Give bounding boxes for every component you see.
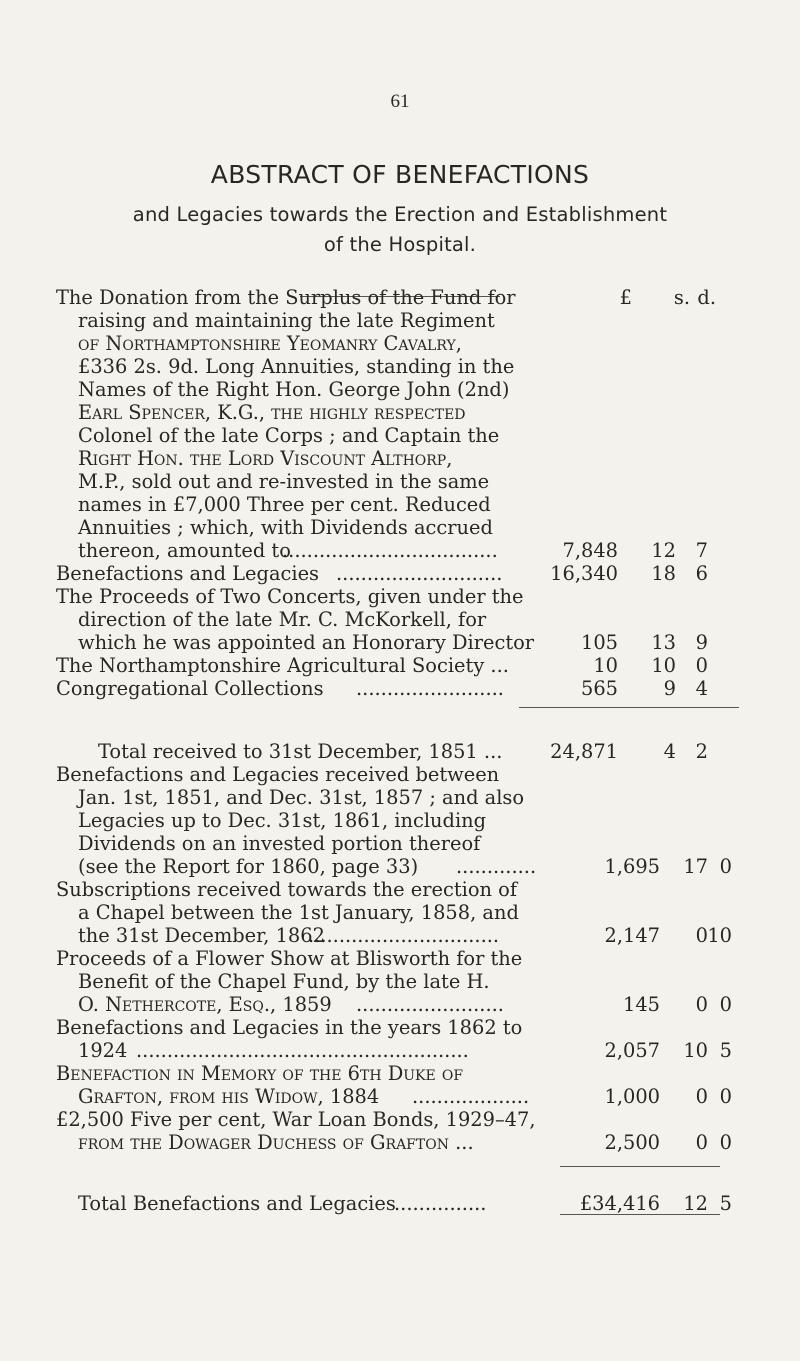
text-line: Benefit of the Chapel Fund, by the late H. [78, 970, 490, 993]
text-line: Annuities ; which, with Dividends accrued [78, 516, 493, 539]
text-line: which he was appointed an Honorary Director [78, 631, 535, 654]
amount-shillings: 0 [695, 924, 708, 947]
amount-pounds: £34,416 [579, 1192, 660, 1215]
text-line: direction of the late Mr. C. McKorkell, for [78, 608, 487, 631]
subtitle-line-1: and Legacies towards the Erection and Establishment [132, 203, 668, 226]
dot-leader: ........................ [356, 677, 504, 700]
subtotal-rule [519, 707, 739, 708]
text-line: Proceeds of a Flower Show at Blisworth for the [56, 947, 523, 970]
amount-pounds: 1,695 [604, 855, 660, 878]
pence-header: d. [697, 286, 716, 309]
amount-pence: 9 [695, 631, 708, 654]
text-line: Earl Spencer, K.G., the highly respected [78, 401, 466, 424]
text-line: Right Hon. the Lord Viscount Althorp, [78, 447, 453, 470]
dot-leader: ............. [456, 855, 537, 878]
amount-shillings: 13 [651, 631, 676, 654]
amount-shillings: 12 [683, 1192, 708, 1215]
amount-pence: 10 [707, 924, 732, 947]
text-line: Jan. 1st, 1851, and Dec. 31st, 1857 ; and also [78, 786, 525, 809]
amount-pence: 5 [719, 1039, 732, 1062]
text-line: Benefactions and Legacies received between [56, 763, 500, 786]
amount-pence: 6 [695, 562, 708, 585]
amount-shillings: 0 [695, 993, 708, 1016]
amount-pence: 2 [695, 740, 708, 763]
pounds-header: £ [619, 286, 632, 309]
text-line: The Proceeds of Two Concerts, given under the [56, 585, 524, 608]
text-line: raising and maintaining the late Regiment [78, 309, 495, 332]
amount-pounds: 105 [580, 631, 618, 654]
amount-pounds: 10 [593, 654, 618, 677]
page-title: ABSTRACT OF BENEFACTIONS [210, 160, 590, 189]
amount-pounds: 1,000 [604, 1085, 660, 1108]
dot-leader: ...................................................... [136, 1039, 469, 1062]
amount-pence: 0 [719, 993, 732, 1016]
amount-shillings: 10 [683, 1039, 708, 1062]
text-line: O. Nethercote, Esq., 1859 [78, 993, 332, 1016]
amount-pence: 0 [719, 1085, 732, 1108]
text-line: Legacies up to Dec. 31st, 1861, including [78, 809, 487, 832]
shillings-header: s. [673, 286, 690, 309]
amount-pence: 5 [719, 1192, 732, 1215]
text-line: a Chapel between the 1st January, 1858, and [78, 901, 519, 924]
amount-shillings: 10 [651, 654, 676, 677]
dot-leader: ............... [394, 1192, 487, 1215]
text-line: names in £7,000 Three per cent. Reduced [78, 493, 491, 516]
text-line: Benefactions and Legacies in the years 1862 to [56, 1016, 523, 1039]
amount-pounds: 7,848 [562, 539, 618, 562]
entry-row [56, 1130, 732, 1156]
text-line: Total Benefactions and Legacies [78, 1192, 396, 1215]
text-line: from the Dowager Duchess of Grafton ... [78, 1131, 474, 1154]
amount-pounds: 2,057 [604, 1039, 660, 1062]
dot-leader: ................... [412, 1085, 530, 1108]
text-line: £2,500 Five per cent, War Loan Bonds, 1929–47, [56, 1108, 536, 1131]
amount-pounds: 2,147 [604, 924, 660, 947]
text-line: thereon, amounted to [78, 539, 291, 562]
text-line: Colonel of the late Corps ; and Captain the [78, 424, 500, 447]
dot-leader: ........................ [356, 993, 504, 1016]
amount-shillings: 0 [695, 1085, 708, 1108]
text-line: Dividends on an invested portion thereof [78, 832, 481, 855]
amount-shillings: 9 [663, 677, 676, 700]
text-line: of Northamptonshire Yeomanry Cavalry, [78, 332, 462, 355]
amount-pounds: 24,871 [550, 740, 618, 763]
amount-pence: 0 [719, 1131, 732, 1154]
amount-shillings: 18 [651, 562, 676, 585]
text-line: Names of the Right Hon. George John (2nd) [78, 378, 510, 401]
amount-shillings: 0 [695, 1131, 708, 1154]
text-line: M.P., sold out and re-invested in the same [78, 470, 490, 493]
total-rule-lower [560, 1214, 720, 1215]
entry-row [56, 676, 724, 702]
amount-pence: 0 [695, 654, 708, 677]
amount-pence: 0 [719, 855, 732, 878]
total-rule-upper [560, 1166, 720, 1167]
text-line: the 31st December, 1862 [78, 924, 325, 947]
text-line: Grafton, from his Widow, 1884 [78, 1085, 380, 1108]
text-line: £336 2s. 9d. Long Annuities, standing in the [78, 355, 515, 378]
amount-pounds: 16,340 [550, 562, 618, 585]
amount-shillings: 17 [683, 855, 708, 878]
text-line: 1924 [78, 1039, 128, 1062]
amount-shillings: 12 [651, 539, 676, 562]
text-line: The Northamptonshire Agricultural Society ... [56, 654, 509, 677]
amount-pence: 4 [695, 677, 708, 700]
amount-pounds: 2,500 [604, 1131, 660, 1154]
text-line: Benefactions and Legacies [56, 562, 319, 585]
text-line: The Donation from the Surplus of the Fund for [56, 286, 516, 309]
text-line: Total received to 31st December, 1851 ... [98, 740, 503, 763]
text-line: Congregational Collections [56, 677, 324, 700]
subtitle-line-2: of the Hospital. [323, 233, 477, 256]
text-line: Benefaction in Memory of the 6th Duke of [56, 1062, 464, 1085]
dot-leader: ............................... [308, 924, 500, 947]
page-number: 61 [390, 91, 410, 112]
amount-pounds: 145 [622, 993, 660, 1016]
amount-pounds: 565 [580, 677, 618, 700]
amount-shillings: 4 [663, 740, 676, 763]
amount-pence: 7 [695, 539, 708, 562]
dot-leader: ................................... [282, 539, 498, 562]
text-line: Subscriptions received towards the erection of [56, 878, 518, 901]
dot-leader: ........................... [336, 562, 503, 585]
text-line: (see the Report for 1860, page 33) [78, 855, 419, 878]
